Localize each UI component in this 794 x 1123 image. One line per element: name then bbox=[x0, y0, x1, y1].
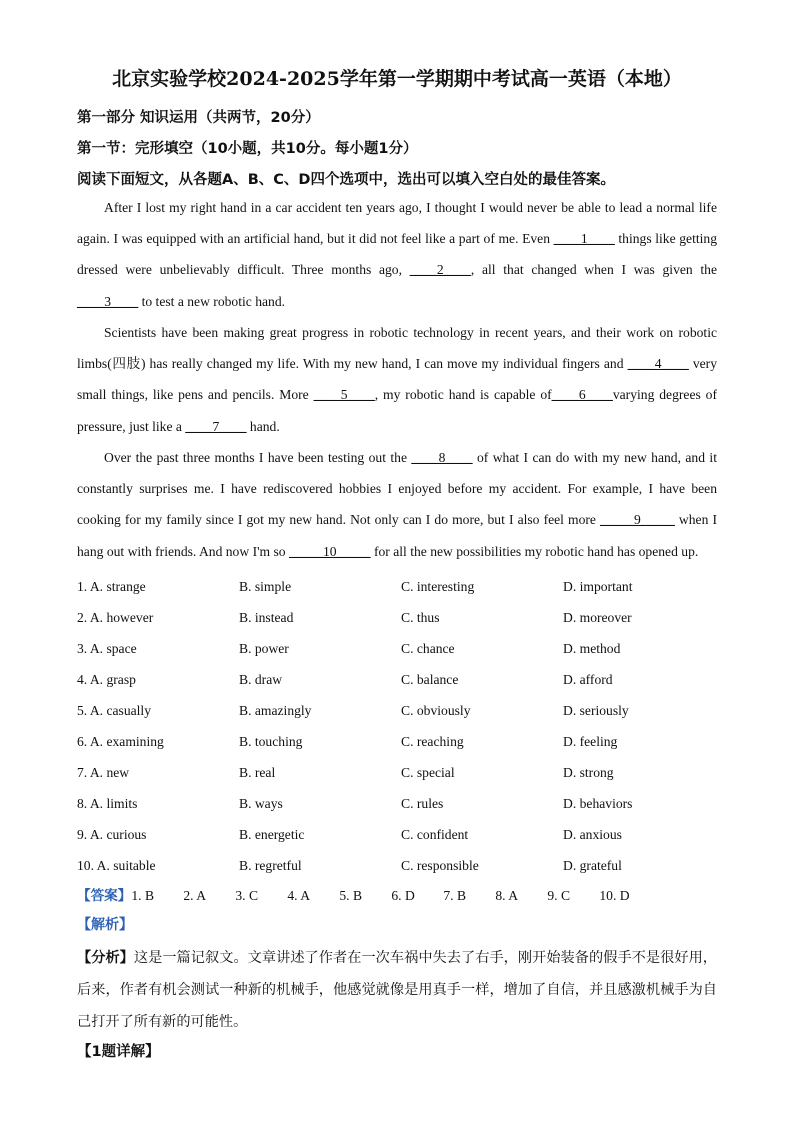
option-item: B. touching bbox=[239, 734, 303, 750]
option-item: B. ways bbox=[239, 796, 283, 812]
answer-item: 7. B bbox=[443, 888, 467, 903]
blank-10: _____10_____ bbox=[289, 543, 371, 559]
option-item: C. thus bbox=[401, 609, 440, 625]
option-item: 1. A. strange bbox=[77, 578, 146, 594]
option-item: D. important bbox=[563, 578, 633, 594]
answer-item: 9. C bbox=[547, 888, 571, 903]
option-row bbox=[77, 758, 737, 789]
option-row bbox=[77, 820, 737, 851]
option-item: C. confident bbox=[401, 827, 469, 843]
blank-2: ____2____ bbox=[409, 262, 471, 278]
passage-paragraph-3: Over the past three months I have been testing out the ____8____ of what I can do with my new hand, and it constantly surprises me. I have rediscovered hobbies I enjoyed before my accident. For example, I have been cooking for my family since I got my new hand. Not only can I do more, but I also feel more _____9_____ when I hang out with friends. And now I'm so _____10_____ for all the new possibilities my robotic hand has opened up. bbox=[77, 450, 717, 559]
option-row bbox=[77, 789, 737, 820]
option-item: D. grateful bbox=[563, 858, 622, 874]
analysis-heading: 【解析】 bbox=[77, 917, 133, 933]
option-item: D. behaviors bbox=[563, 796, 633, 812]
option-item: C. special bbox=[401, 765, 455, 781]
option-item: D. seriously bbox=[563, 702, 629, 718]
answer-item: 3. C bbox=[235, 888, 259, 903]
options-list bbox=[77, 571, 737, 882]
option-item: 2. A. however bbox=[77, 609, 154, 625]
passage-paragraph-1: After I lost my right hand in a car accident ten years ago, I thought I would never be able to lead a normal life again. I was equipped with an artificial hand, but it did not feel like a part of me. Even ____1____ things like getting dressed were unbelievably difficult. Three months ago, ____2____, all that changed when I was given the ____3____ to test a new robotic hand. bbox=[77, 200, 717, 309]
option-item: 8. A. limits bbox=[77, 796, 138, 812]
blank-7: ____7____ bbox=[185, 418, 247, 434]
option-item: 9. A. curious bbox=[77, 827, 147, 843]
option-row bbox=[77, 571, 737, 602]
answer-item: 6. D bbox=[391, 888, 415, 903]
passage-paragraph-2: Scientists have been making great progress in robotic technology in recent years, and their work on robotic limbs(四肢) has really changed my life. With my new hand, I can move my individual fingers and ____4____ very small things, like pens and pencils. More ____5____, my robotic hand is capable of____6____varying degrees of pressure, just like a ____7____ hand. bbox=[77, 325, 717, 434]
blank-5: ____5____ bbox=[313, 387, 375, 403]
option-row bbox=[77, 695, 737, 726]
answer-label: 【答案】 bbox=[77, 888, 132, 904]
blank-3: ____3____ bbox=[77, 293, 139, 309]
option-item: C. rules bbox=[401, 796, 444, 812]
option-item: C. interesting bbox=[401, 578, 475, 594]
option-item: B. energetic bbox=[239, 827, 305, 843]
option-item: D. moreover bbox=[563, 609, 632, 625]
answer-item: 1. B bbox=[131, 888, 155, 903]
answer-item: 4. A bbox=[287, 888, 311, 903]
option-row bbox=[77, 851, 737, 882]
answer-item: 2. A bbox=[183, 888, 207, 903]
option-item: B. real bbox=[239, 765, 276, 781]
option-item: 4. A. grasp bbox=[77, 671, 136, 687]
option-item: B. draw bbox=[239, 671, 283, 687]
section-heading: 第一节：完形填空（10小题，共10分。每小题1分） bbox=[77, 141, 418, 157]
blank-9: _____9_____ bbox=[600, 512, 675, 528]
answer-item: 8. A bbox=[495, 888, 519, 903]
option-item: B. simple bbox=[239, 578, 292, 594]
blank-1: ____1____ bbox=[553, 231, 615, 247]
blank-4: ____4____ bbox=[627, 356, 689, 372]
option-row bbox=[77, 726, 737, 757]
option-row bbox=[77, 633, 737, 664]
option-item: 7. A. new bbox=[77, 765, 130, 781]
option-item: B. power bbox=[239, 640, 289, 656]
instruction: 阅读下面短文，从各题A、B、C、D四个选项中，选出可以填入空白处的最佳答案。 bbox=[77, 172, 615, 188]
option-item: C. obviously bbox=[401, 702, 471, 718]
option-item: 10. A. suitable bbox=[77, 858, 156, 874]
page-title: 北京实验学校2024-2025学年第一学期期中考试高一英语（本地） bbox=[112, 68, 682, 90]
option-item: C. reaching bbox=[401, 734, 464, 750]
option-item: C. chance bbox=[401, 640, 455, 656]
option-item: D. strong bbox=[563, 765, 614, 781]
option-item: D. feeling bbox=[563, 734, 618, 750]
option-item: 5. A. casually bbox=[77, 702, 151, 718]
option-item: D. afford bbox=[563, 671, 613, 687]
option-item: B. instead bbox=[239, 609, 294, 625]
option-item: B. regretful bbox=[239, 858, 302, 874]
option-item: C. balance bbox=[401, 671, 459, 687]
analysis-text: 【分析】这是一篇记叙文。文章讲述了作者在一次车祸中失去了右手，刚开始装备的假手不是很好用，后来，作者有机会测试一种新的机械手，他感觉就像是用真手一样，增加了自信，并且感激机械手为自己打开了所有新的可能性。 bbox=[77, 950, 717, 1030]
answer-line bbox=[77, 884, 651, 904]
blank-8: ____8____ bbox=[411, 450, 473, 465]
option-item: D. method bbox=[563, 640, 621, 656]
option-item: C. responsible bbox=[401, 858, 479, 874]
option-item: 3. A. space bbox=[77, 640, 137, 656]
option-row bbox=[77, 664, 737, 695]
answer-item: 10. D bbox=[599, 888, 630, 903]
option-item: B. amazingly bbox=[239, 702, 312, 718]
answer-item: 5. B bbox=[339, 888, 363, 903]
part-heading: 第一部分 知识运用（共两节，20分） bbox=[77, 110, 320, 126]
option-row bbox=[77, 602, 737, 633]
option-item: 6. A. examining bbox=[77, 734, 164, 750]
option-item: D. anxious bbox=[563, 827, 622, 843]
detail-heading: 【1题详解】 bbox=[77, 1044, 160, 1060]
blank-6: ____6____ bbox=[551, 387, 613, 403]
